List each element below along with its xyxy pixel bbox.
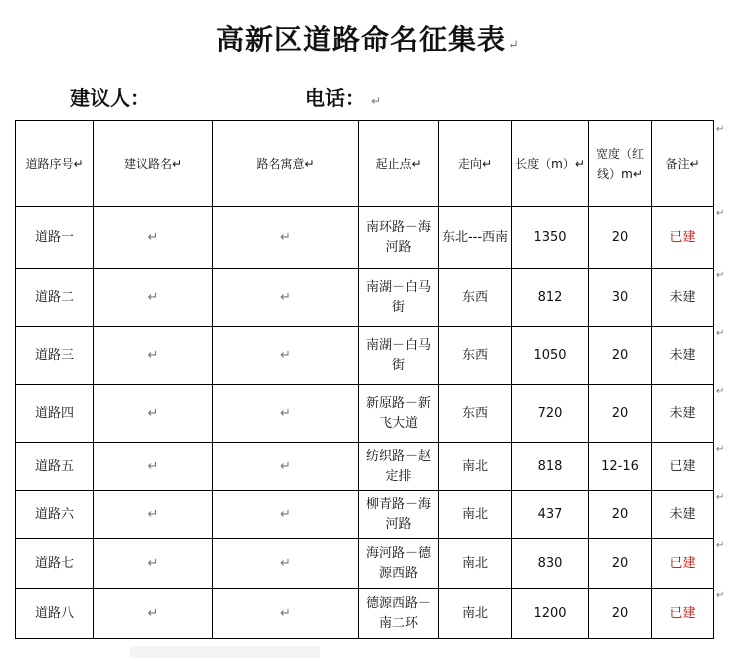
paragraph-mark-icon: ↵ <box>371 94 382 108</box>
table-row <box>16 443 714 491</box>
cell-length[interactable]: 1050 <box>512 327 589 385</box>
cell-start-end[interactable]: 南湖－白马街 <box>359 327 439 385</box>
cell-name[interactable]: ↵ <box>94 269 213 327</box>
document-title <box>0 18 736 58</box>
cell-direction[interactable]: 东北---西南 <box>439 207 512 269</box>
cell-width[interactable]: 12-16 <box>589 443 652 491</box>
cell-width[interactable]: 20 <box>589 491 652 539</box>
paragraph-mark-icon: ↵ <box>716 328 725 339</box>
paragraph-mark-icon: ↵ <box>716 208 725 219</box>
cell-start-end[interactable]: 纺织路－赵定排 <box>359 443 439 491</box>
proposer-field <box>70 82 150 111</box>
table-row <box>16 589 714 639</box>
cell-seq[interactable]: 道路四 <box>16 385 94 443</box>
phone-field <box>305 82 381 111</box>
cell-direction[interactable]: 东西 <box>439 269 512 327</box>
cell-seq[interactable]: 道路三 <box>16 327 94 385</box>
cell-meaning[interactable]: ↵ <box>213 207 359 269</box>
cell-name[interactable]: ↵ <box>94 443 213 491</box>
header-note: 备注↵ <box>652 121 714 207</box>
cell-seq[interactable]: 道路八 <box>16 589 94 639</box>
row-end-marks <box>716 120 730 640</box>
cell-meaning[interactable]: ↵ <box>213 385 359 443</box>
header-width: 宽度（红线）m↵ <box>589 121 652 207</box>
cell-length[interactable]: 720 <box>512 385 589 443</box>
cell-direction[interactable]: 南北 <box>439 491 512 539</box>
cell-note[interactable]: 未建 <box>652 491 714 539</box>
blurred-footer <box>130 646 320 658</box>
cell-name[interactable]: ↵ <box>94 539 213 589</box>
cell-start-end[interactable]: 德源西路－南二环 <box>359 589 439 639</box>
cell-meaning[interactable]: ↵ <box>213 589 359 639</box>
cell-note[interactable]: 已建 <box>652 589 714 639</box>
cell-meaning[interactable]: ↵ <box>213 539 359 589</box>
cell-start-end[interactable]: 南环路－海河路 <box>359 207 439 269</box>
cell-note[interactable]: 未建 <box>652 269 714 327</box>
table-header-row <box>16 121 714 207</box>
header-start-end: 起止点↵ <box>359 121 439 207</box>
cell-direction[interactable]: 南北 <box>439 443 512 491</box>
table-row <box>16 207 714 269</box>
table-row <box>16 269 714 327</box>
header-length: 长度（m）↵ <box>512 121 589 207</box>
paragraph-mark-icon: ↵ <box>716 540 725 551</box>
cell-name[interactable]: ↵ <box>94 327 213 385</box>
cell-seq[interactable]: 道路五 <box>16 443 94 491</box>
cell-note[interactable]: 未建 <box>652 385 714 443</box>
paragraph-mark-icon: ↵ <box>716 590 725 601</box>
header-direction: 走向↵ <box>439 121 512 207</box>
header-meaning: 路名寓意↵ <box>213 121 359 207</box>
cell-name[interactable]: ↵ <box>94 491 213 539</box>
road-naming-table <box>15 120 714 639</box>
title-text: 高新区道路命名征集表 <box>216 23 507 56</box>
cell-width[interactable]: 20 <box>589 327 652 385</box>
cell-name[interactable]: ↵ <box>94 589 213 639</box>
cell-note[interactable]: 已建 <box>652 207 714 269</box>
cell-width[interactable]: 20 <box>589 539 652 589</box>
proposer-label: 建议人： <box>70 86 150 110</box>
table-row <box>16 327 714 385</box>
paragraph-mark-icon: ↵ <box>716 444 725 455</box>
cell-seq[interactable]: 道路一 <box>16 207 94 269</box>
cell-direction[interactable]: 南北 <box>439 539 512 589</box>
cell-seq[interactable]: 道路七 <box>16 539 94 589</box>
cell-direction[interactable]: 南北 <box>439 589 512 639</box>
paragraph-mark-icon: ↵ <box>716 270 725 281</box>
cell-name[interactable]: ↵ <box>94 385 213 443</box>
paragraph-mark-icon: ↵ <box>716 386 725 397</box>
table-row <box>16 491 714 539</box>
cell-start-end[interactable]: 南湖－白马街 <box>359 269 439 327</box>
cell-start-end[interactable]: 柳青路－海河路 <box>359 491 439 539</box>
paragraph-mark-icon: ↵ <box>508 38 520 53</box>
paragraph-mark-icon: ↵ <box>716 492 725 503</box>
cell-width[interactable]: 20 <box>589 589 652 639</box>
cell-note[interactable]: 已建 <box>652 443 714 491</box>
cell-meaning[interactable]: ↵ <box>213 491 359 539</box>
cell-note[interactable]: 未建 <box>652 327 714 385</box>
cell-width[interactable]: 20 <box>589 385 652 443</box>
cell-seq[interactable]: 道路二 <box>16 269 94 327</box>
cell-width[interactable]: 20 <box>589 207 652 269</box>
cell-length[interactable]: 830 <box>512 539 589 589</box>
header-seq: 道路序号↵ <box>16 121 94 207</box>
cell-width[interactable]: 30 <box>589 269 652 327</box>
cell-length[interactable]: 1350 <box>512 207 589 269</box>
cell-name[interactable]: ↵ <box>94 207 213 269</box>
cell-length[interactable]: 818 <box>512 443 589 491</box>
cell-direction[interactable]: 东西 <box>439 385 512 443</box>
cell-length[interactable]: 812 <box>512 269 589 327</box>
cell-length[interactable]: 437 <box>512 491 589 539</box>
cell-note[interactable]: 已建 <box>652 539 714 589</box>
table-row <box>16 385 714 443</box>
table-row <box>16 539 714 589</box>
cell-start-end[interactable]: 新原路－新飞大道 <box>359 385 439 443</box>
paragraph-mark-icon: ↵ <box>716 124 725 135</box>
header-name: 建议路名↵ <box>94 121 213 207</box>
cell-start-end[interactable]: 海河路－德源西路 <box>359 539 439 589</box>
cell-meaning[interactable]: ↵ <box>213 269 359 327</box>
cell-seq[interactable]: 道路六 <box>16 491 94 539</box>
phone-label: 电话： <box>305 86 365 110</box>
cell-meaning[interactable]: ↵ <box>213 443 359 491</box>
cell-direction[interactable]: 东西 <box>439 327 512 385</box>
cell-length[interactable]: 1200 <box>512 589 589 639</box>
cell-meaning[interactable]: ↵ <box>213 327 359 385</box>
